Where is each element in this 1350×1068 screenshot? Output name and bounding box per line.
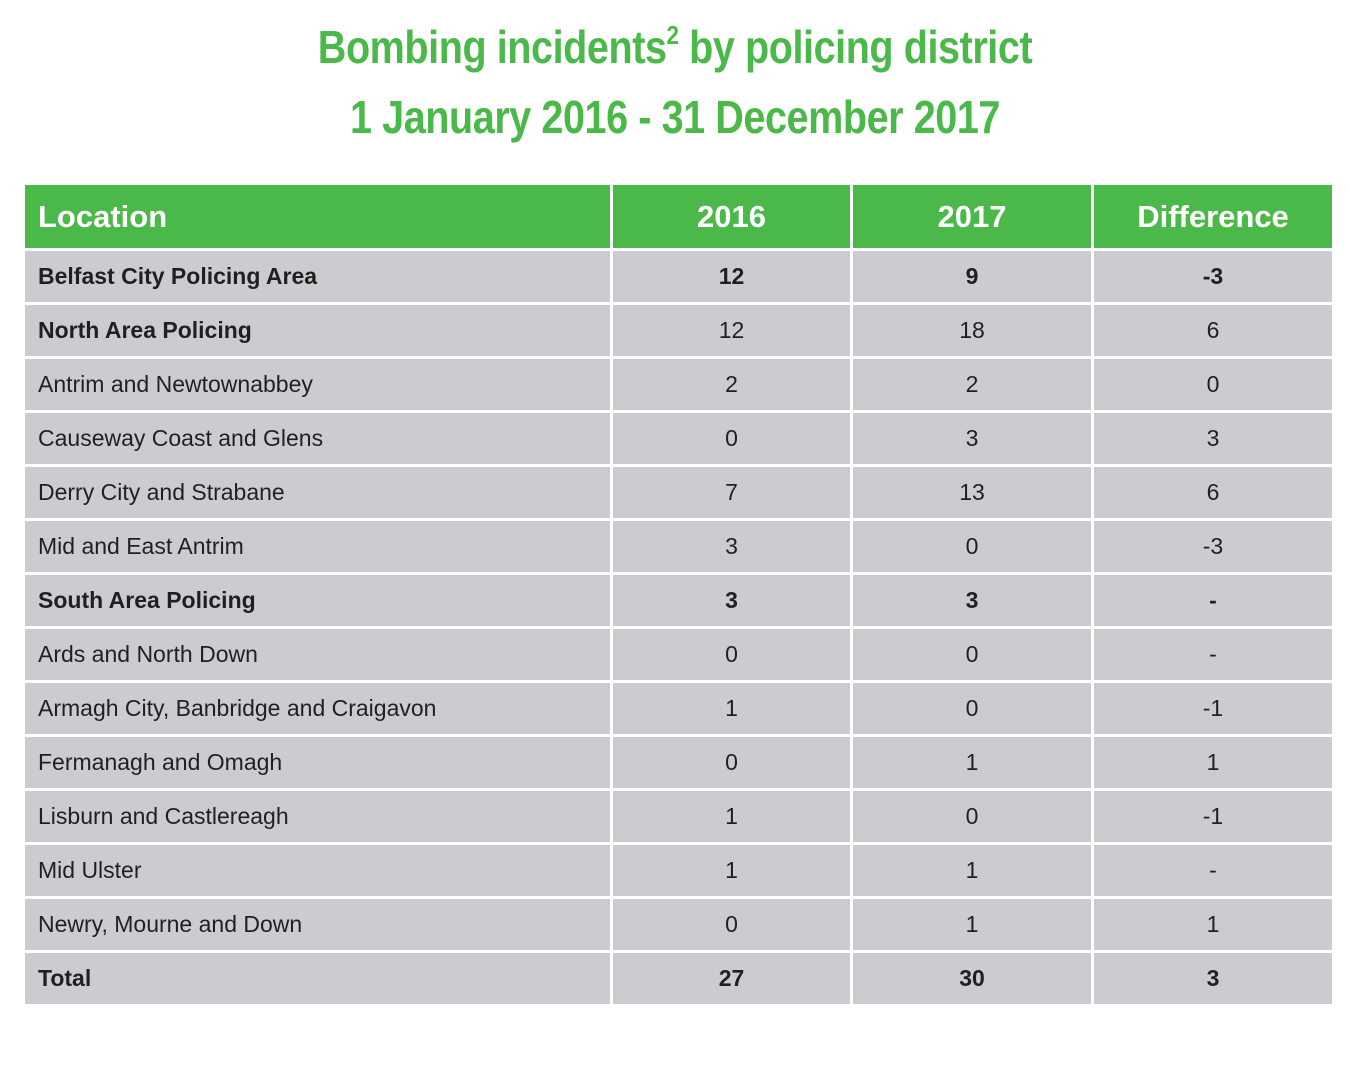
location-cell: Armagh City, Banbridge and Craigavon xyxy=(24,682,612,736)
location-cell: Fermanagh and Omagh xyxy=(24,736,612,790)
column-header-difference: Difference xyxy=(1093,184,1334,250)
table-row xyxy=(24,952,1334,1006)
value-2016-cell: 27 xyxy=(612,952,852,1006)
value-2016-cell: 0 xyxy=(612,736,852,790)
location-cell: Belfast City Policing Area xyxy=(24,250,612,304)
difference-cell: 1 xyxy=(1093,898,1334,952)
location-cell: Ards and North Down xyxy=(24,628,612,682)
table-header-row xyxy=(24,184,1334,250)
table-row xyxy=(24,520,1334,574)
value-2017-cell: 0 xyxy=(852,682,1093,736)
location-cell: Derry City and Strabane xyxy=(24,466,612,520)
table-row xyxy=(24,574,1334,628)
table-row xyxy=(24,898,1334,952)
column-header-2017: 2017 xyxy=(852,184,1093,250)
difference-cell: -1 xyxy=(1093,790,1334,844)
table-row xyxy=(24,628,1334,682)
difference-cell: - xyxy=(1093,844,1334,898)
difference-cell: -3 xyxy=(1093,250,1334,304)
value-2016-cell: 7 xyxy=(612,466,852,520)
value-2016-cell: 12 xyxy=(612,250,852,304)
value-2017-cell: 30 xyxy=(852,952,1093,1006)
value-2016-cell: 0 xyxy=(612,898,852,952)
value-2017-cell: 1 xyxy=(852,898,1093,952)
value-2016-cell: 0 xyxy=(612,412,852,466)
value-2017-cell: 1 xyxy=(852,736,1093,790)
title-text-continued: by policing district xyxy=(678,21,1033,73)
chart-title-line-2: 1 January 2016 - 31 December 2017 xyxy=(350,91,1000,143)
table-row xyxy=(24,304,1334,358)
table-row xyxy=(24,790,1334,844)
table-row xyxy=(24,682,1334,736)
value-2017-cell: 2 xyxy=(852,358,1093,412)
value-2017-cell: 18 xyxy=(852,304,1093,358)
value-2017-cell: 13 xyxy=(852,466,1093,520)
location-cell: South Area Policing xyxy=(24,574,612,628)
location-cell: Antrim and Newtownabbey xyxy=(24,358,612,412)
value-2017-cell: 0 xyxy=(852,520,1093,574)
table-row xyxy=(24,250,1334,304)
table-row xyxy=(24,844,1334,898)
table-row xyxy=(24,358,1334,412)
difference-cell: 0 xyxy=(1093,358,1334,412)
value-2016-cell: 0 xyxy=(612,628,852,682)
table-row xyxy=(24,412,1334,466)
value-2016-cell: 3 xyxy=(612,574,852,628)
footnote-marker: 2 xyxy=(666,20,679,50)
difference-cell: 6 xyxy=(1093,304,1334,358)
location-cell: Causeway Coast and Glens xyxy=(24,412,612,466)
table-row xyxy=(24,466,1334,520)
difference-cell: 3 xyxy=(1093,952,1334,1006)
value-2017-cell: 0 xyxy=(852,790,1093,844)
value-2017-cell: 0 xyxy=(852,628,1093,682)
value-2016-cell: 3 xyxy=(612,520,852,574)
incidents-table xyxy=(22,182,1335,1007)
value-2016-cell: 2 xyxy=(612,358,852,412)
value-2017-cell: 9 xyxy=(852,250,1093,304)
location-cell: Mid Ulster xyxy=(24,844,612,898)
chart-title-line-1 xyxy=(95,20,1256,73)
table-row xyxy=(24,736,1334,790)
difference-cell: 3 xyxy=(1093,412,1334,466)
value-2016-cell: 1 xyxy=(612,682,852,736)
difference-cell: - xyxy=(1093,574,1334,628)
value-2016-cell: 1 xyxy=(612,844,852,898)
difference-cell: -1 xyxy=(1093,682,1334,736)
value-2017-cell: 1 xyxy=(852,844,1093,898)
location-cell: Newry, Mourne and Down xyxy=(24,898,612,952)
difference-cell: 1 xyxy=(1093,736,1334,790)
difference-cell: -3 xyxy=(1093,520,1334,574)
column-header-2016: 2016 xyxy=(612,184,852,250)
location-cell: Lisburn and Castlereagh xyxy=(24,790,612,844)
title-text: Bombing incidents xyxy=(317,21,667,73)
location-cell: Total xyxy=(24,952,612,1006)
value-2016-cell: 1 xyxy=(612,790,852,844)
location-cell: North Area Policing xyxy=(24,304,612,358)
value-2017-cell: 3 xyxy=(852,574,1093,628)
difference-cell: - xyxy=(1093,628,1334,682)
value-2017-cell: 3 xyxy=(852,412,1093,466)
difference-cell: 6 xyxy=(1093,466,1334,520)
value-2016-cell: 12 xyxy=(612,304,852,358)
column-header-location: Location xyxy=(24,184,612,250)
location-cell: Mid and East Antrim xyxy=(24,520,612,574)
table-body xyxy=(24,250,1334,1006)
